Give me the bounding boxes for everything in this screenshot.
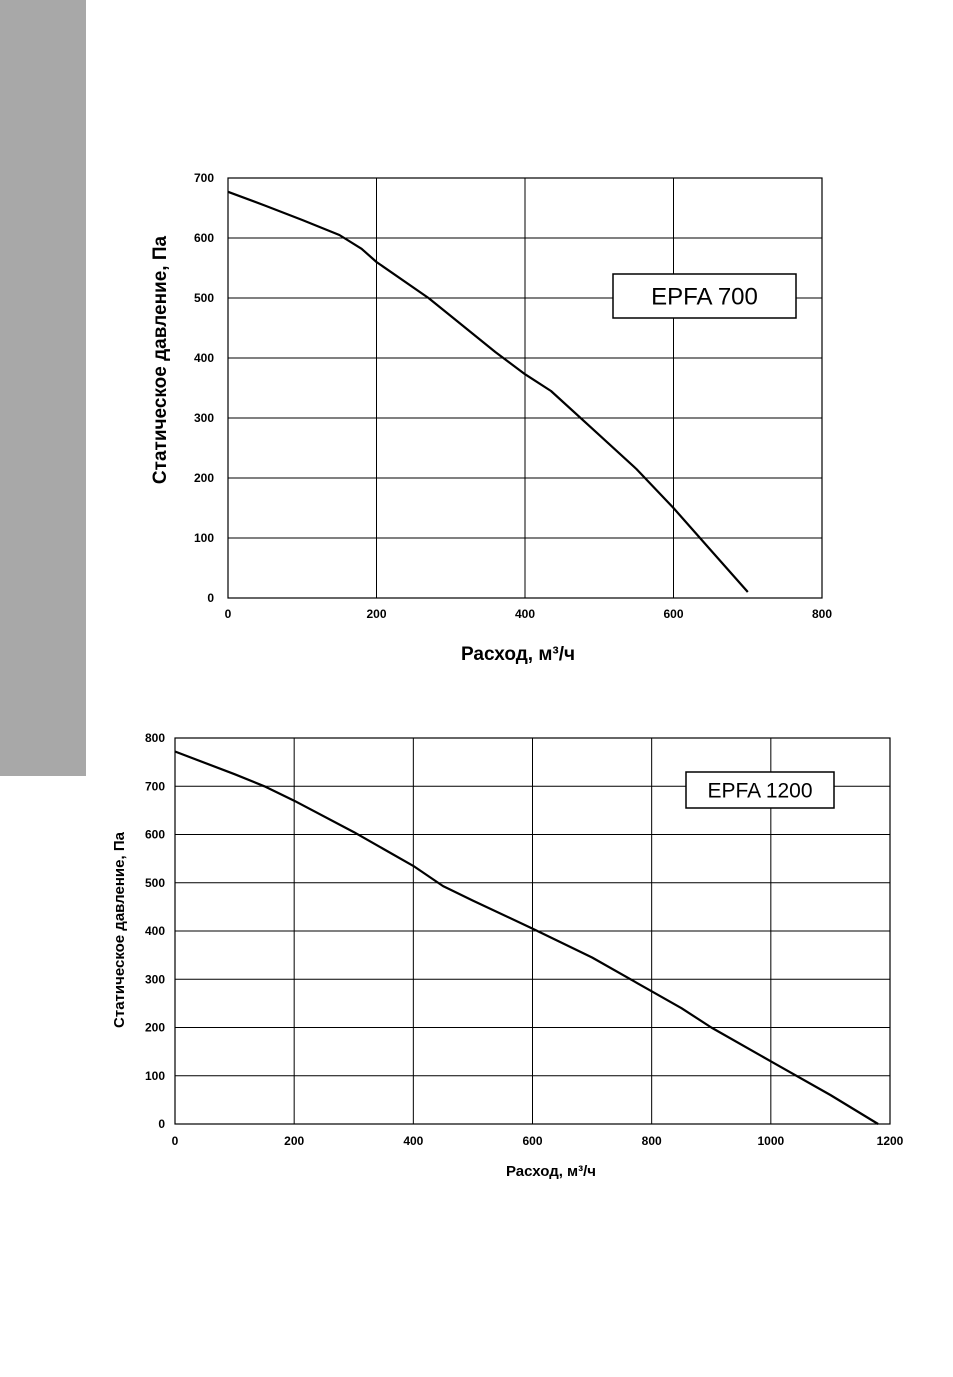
y-tick-label: 800 <box>144 731 165 745</box>
y-tick-label: 400 <box>144 924 165 938</box>
y-axis-title: Статическое давление, Па <box>111 832 128 1028</box>
x-tick-label: 800 <box>811 607 833 621</box>
y-tick-label: 200 <box>193 471 214 485</box>
x-tick-label: 200 <box>284 1134 305 1148</box>
y-tick-label: 300 <box>144 972 165 987</box>
y-tick-label: 0 <box>207 591 214 605</box>
chart-1 <box>150 171 832 665</box>
y-tick-label: 0 <box>158 1117 165 1131</box>
x-tick-label: 0 <box>171 1134 179 1148</box>
y-tick-label: 100 <box>144 1068 165 1083</box>
legend-label: EPFA 700 <box>651 283 758 311</box>
y-tick-label: 400 <box>193 351 214 365</box>
x-tick-label: 1000 <box>757 1134 785 1148</box>
chart-2 <box>111 731 904 1180</box>
x-axis-title: Расход, м³/ч <box>505 1163 597 1180</box>
y-tick-label: 600 <box>144 827 165 842</box>
x-tick-label: 600 <box>522 1134 543 1148</box>
y-tick-label: 700 <box>144 779 165 794</box>
y-tick-label: 500 <box>193 291 214 305</box>
y-tick-label: 100 <box>193 531 214 545</box>
x-tick-label: 800 <box>641 1134 662 1148</box>
x-tick-label: 200 <box>366 607 387 621</box>
x-tick-label: 600 <box>663 607 684 621</box>
y-tick-label: 500 <box>144 875 165 890</box>
x-tick-label: 400 <box>514 607 536 621</box>
y-tick-label: 200 <box>144 1020 165 1035</box>
y-tick-label: 300 <box>193 411 214 425</box>
x-tick-label: 400 <box>403 1134 424 1148</box>
x-tick-label: 0 <box>224 607 232 621</box>
x-axis-title: Расход, м³/ч <box>460 644 576 665</box>
y-tick-label: 700 <box>193 171 214 185</box>
x-tick-label: 1200 <box>876 1134 904 1148</box>
legend-label: EPFA 1200 <box>707 779 813 803</box>
series-line <box>228 192 748 592</box>
y-axis-title: Статическое давление, Па <box>150 235 171 485</box>
y-tick-label: 600 <box>193 231 214 245</box>
